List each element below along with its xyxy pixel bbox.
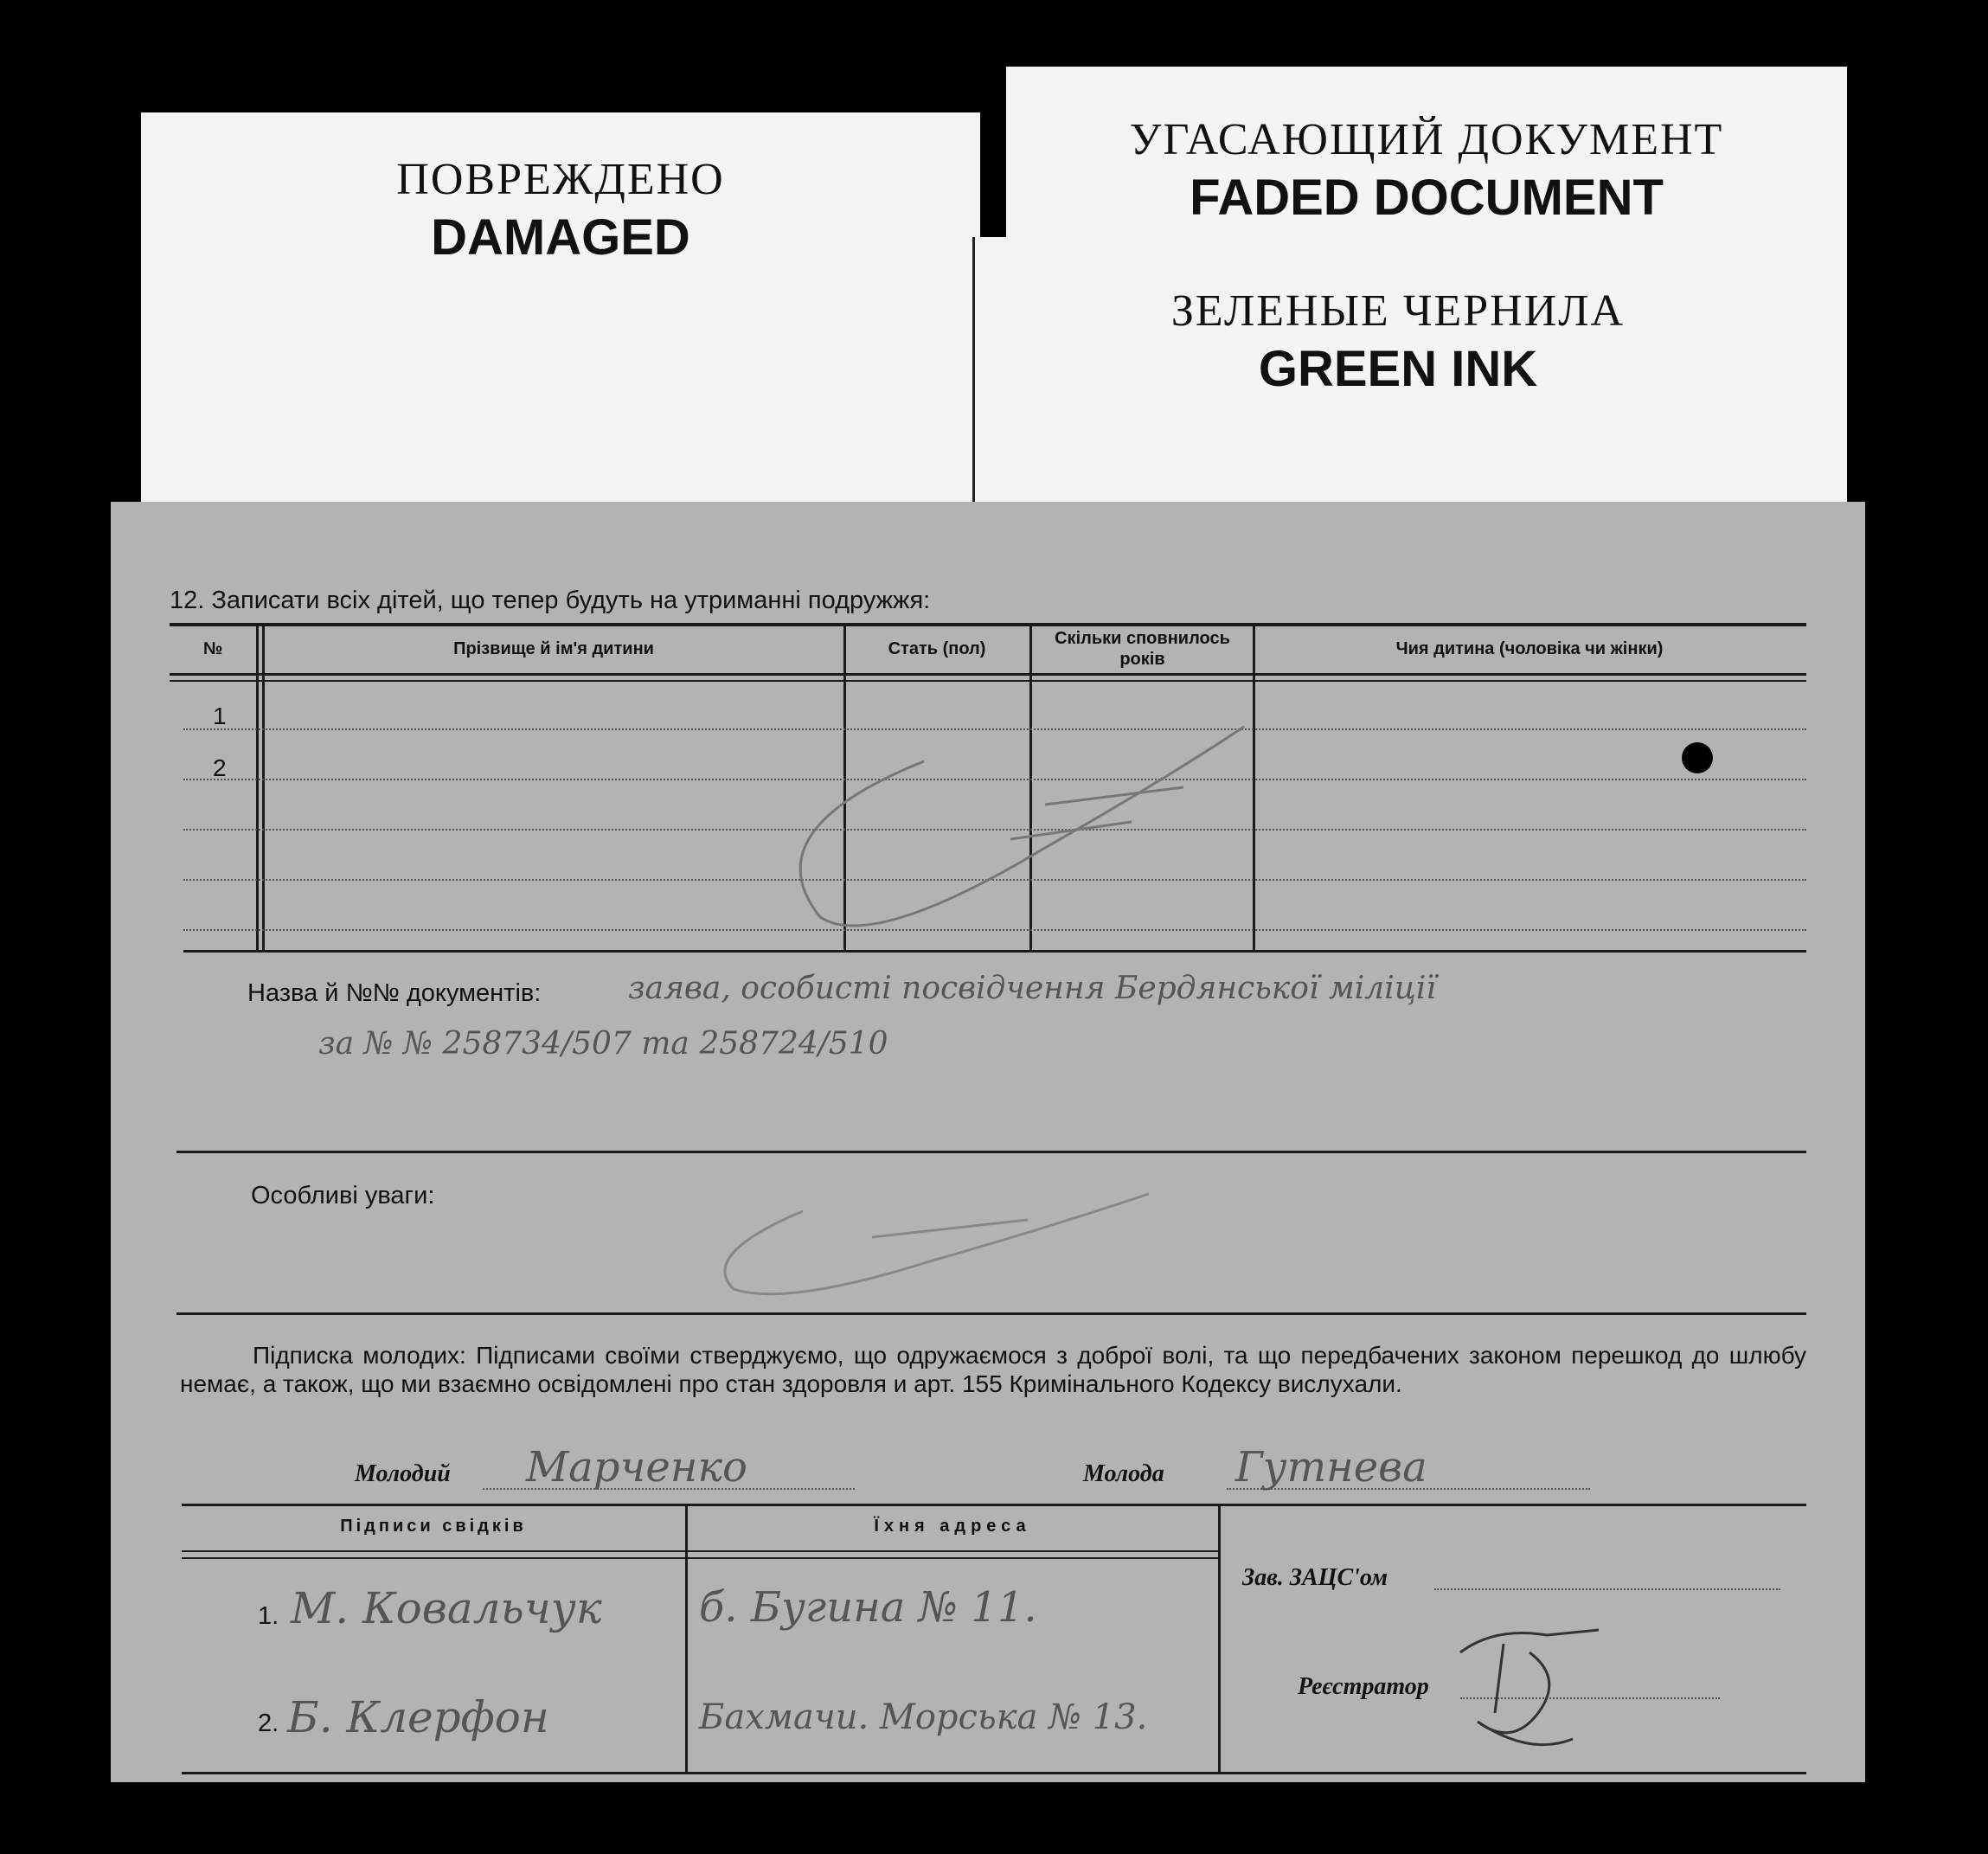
table-header-rule-2 [170, 680, 1806, 682]
faded-en: FADED DOCUMENT [1190, 170, 1664, 226]
bride-label: Молода [1083, 1460, 1164, 1487]
punch-hole [1682, 742, 1713, 773]
damaged-en: DAMAGED [431, 209, 690, 266]
witness-address: Бахмачи. Морська № 13. [699, 1697, 1148, 1737]
documents-label: Назва й №№ документів: [247, 979, 542, 1007]
col-divider [262, 625, 265, 952]
witness-address: б. Бугина № 11. [699, 1583, 1037, 1632]
witness-header-rule [182, 1550, 1218, 1552]
bride-line [1227, 1488, 1590, 1490]
col-header-age: Скільки сповнилось років [1055, 629, 1230, 669]
documents-rule [176, 1151, 1806, 1153]
declaration-text: Підписка молодих: Підписами своїми стверджуємо, що одружаємося з доброї волі, та що передбачених законом перешкод до шлюбу немає, а також, що ми взаємно освідомлені про стан здоровля и арт. 155 Кримінального Кодексу вислухали. [180, 1342, 1806, 1397]
registrar-label: Реєстратор [1298, 1673, 1429, 1700]
witness-num: 2. [258, 1710, 279, 1737]
witness-header-address: Їхня адреса [874, 1517, 1031, 1536]
witness-signature: Б. Клерфон [287, 1692, 549, 1742]
head-line [1434, 1588, 1780, 1590]
damaged-card [141, 112, 980, 502]
witness-header-rule-2 [182, 1557, 1218, 1559]
notes-rule [176, 1312, 1806, 1315]
row-number: 2 [213, 754, 227, 781]
col-header-sex: Стать (пол) [888, 639, 986, 658]
witness-col-divider [685, 1505, 688, 1774]
faded-ru: УГАСАЮЩИЙ ДОКУМЕНТ [1129, 115, 1724, 164]
table-header-rule [170, 673, 1806, 676]
bride-signature: Гутнева [1235, 1443, 1427, 1492]
notes-crossout-scribble [664, 1177, 1201, 1315]
damaged-ru: ПОВРЕЖДЕНО [396, 155, 725, 204]
witness-col-divider [1218, 1505, 1221, 1774]
row-number: 1 [213, 702, 227, 729]
green-ink-en: GREEN INK [1258, 341, 1538, 397]
groom-signature: Марченко [526, 1443, 747, 1492]
table-top-rule [170, 623, 1806, 626]
col-header-whose: Чия дитина (чоловіка чи жінки) [1395, 639, 1664, 658]
green-ink-ru: ЗЕЛЕНЫЕ ЧЕРНИЛА [1170, 286, 1626, 336]
groom-line [483, 1488, 855, 1490]
col-header-name: Прізвище й ім'я дитини [453, 639, 654, 658]
section-title: 12. Записати всіх дітей, що тепер будуть на утриманні подружжя: [170, 587, 931, 614]
special-notes-label: Особливі уваги: [251, 1182, 435, 1209]
documents-value-line1: заява, особисті посвідчення Бердянської міліції [628, 971, 1436, 1006]
groom-label: Молодий [355, 1460, 451, 1487]
green-ink-card [975, 237, 1821, 523]
col-divider [256, 625, 259, 952]
col-header-num: № [202, 639, 223, 658]
head-label: Зав. ЗАЦС'ом [1242, 1564, 1388, 1591]
witness-signature: М. Ковальчук [291, 1583, 602, 1633]
registrar-signature [1426, 1618, 1633, 1765]
witness-bottom-rule [182, 1772, 1806, 1774]
witness-header-signatures: Підписи свідків [340, 1517, 527, 1536]
witness-num: 1. [258, 1602, 279, 1630]
documents-value-line2: за № № 258734/507 та 258724/510 [318, 1026, 888, 1062]
marriage-record-form [111, 502, 1865, 1782]
crossout-scribble [682, 692, 1339, 986]
witness-top-rule [182, 1504, 1806, 1506]
